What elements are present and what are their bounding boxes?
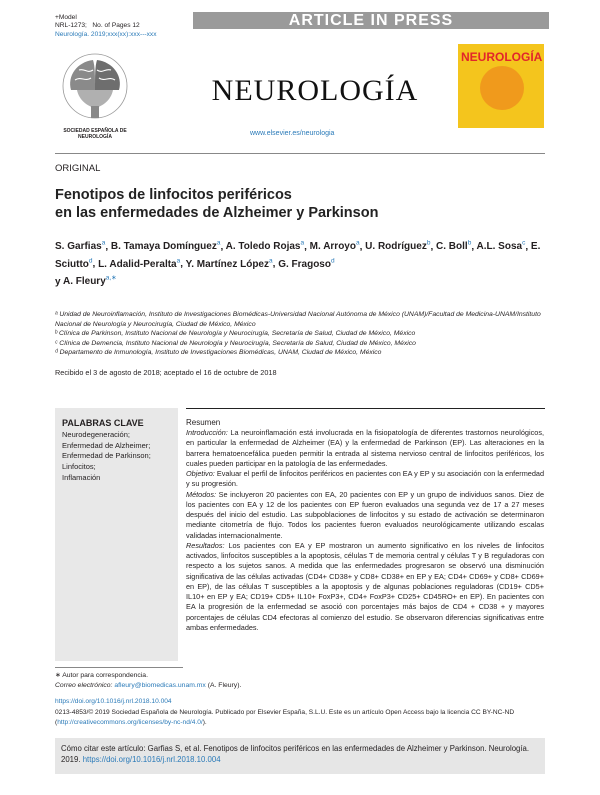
society-name: SOCIEDAD ESPAÑOLA DE NEUROLOGÍA [63,128,127,140]
header-meta [55,14,157,39]
author[interactable]: A. Fleury$^{a,∗}$ [62,274,117,287]
email-tail: (A. Fleury). [205,681,242,689]
objective-label: Objetivo: [186,469,215,478]
keywords-heading: PALABRAS CLAVE [62,418,144,428]
page-count: No. of Pages 12 [92,22,140,30]
keyword: Linfocitos; [62,462,96,472]
header-divider [55,153,545,154]
copyright-notice [55,708,545,727]
cover-footer-band [458,128,544,148]
author[interactable]: S. Garfias$^a$ [55,240,106,253]
author[interactable]: B. Tamaya Domínguez$^a$ [110,240,221,253]
author[interactable]: C. Boll$^b$ [436,240,472,253]
affiliations [55,310,545,358]
received-dates: Recibido el 3 de agosto de 2018; aceptado el 16 de octubre de 2018 [55,368,277,377]
copyright-text: 0213-4853/© 2019 Sociedad Española de Neurología. Publicado por Elsevier España, S.L.U. Este es un artículo Open Access bajo la licencia CC BY-NC-ND ( [55,709,515,726]
author[interactable]: A.L. Sosa$^c$ [476,240,526,253]
results-text: Los pacientes con EA y EP mostraron un aumento significativo en los niveles de linfocitos activados, linfocitos susceptibles a la apoptosis, células T de memoria central y células T y B reguladoras con respecto a los sujetos sanos. A medida que las enfermedades progresaron se observó una disminución significativa de las células activadas (CD4+ CD38+ y CD8+ CD38+ en EP y EA; CD4+ CD69+ y CD8+ CD69+ en EP), de las células T susceptibles a la apoptosis y de algunas poblaciones reguladoras (CD19+ CD5+ IL10+ en EP y EA; CD19+ CD5+ IL10+ FoxP3+, CD4+ FoxP3+ CD25+ CD45RO+ en EP). En pacientes con EA la progresión de la enfermedad se asoció con porcentajes más bajos de CD4 + CD38 + y mayores porcentajes de células CD4 efectoras al comienzo del estudio. Se observaron diferencias significativas entre ambas enfermedades. [186,540,544,632]
journal-cover-thumbnail [458,44,544,148]
affiliation: ᶜ Clínica de Demencia, Instituto Nacional de Neurología y Neurocirugía, Secretaría de Salud, Ciudad de México, México [55,339,416,347]
journal-title: NEUROLOGÍA [211,74,419,107]
affiliation: ᵇ Clínica de Parkinson, Instituto Nacional de Neurología y Neurocirugía, Secretaría de Salud, Ciudad de México, México [55,330,416,337]
journal-ref-tail: xxx(xx):xxx---xxx [107,30,157,38]
email-label: Correo electrónico: [55,681,115,689]
keyword: Inflamación [62,472,101,482]
author[interactable]: L. Adalid-Peralta$^a$ [98,257,181,270]
abstract-body [186,428,544,633]
keyword: Neurodegeneración; [62,430,130,439]
citation-doi-link[interactable]: https://doi.org/10.1016/j.nrl.2018.10.004 [82,755,221,764]
keyword: Enfermedad de Parkinson; [62,451,151,461]
abstract-divider [186,408,545,409]
author[interactable]: G. Fragoso$^d$ [278,257,335,270]
cover-title: NEUROLOGÍA [461,50,543,64]
keyword-list [62,430,174,484]
journal-ref[interactable]: Neurología. 2019; [55,30,108,38]
article-ref: NRL-1273; [55,22,87,30]
journal-url-link[interactable]: www.elsevier.es/neurologia [250,130,335,137]
copyright-tail: ). [202,718,207,726]
correspondence-footnote [55,671,355,690]
author[interactable]: M. Arroyo$^a$ [309,240,360,253]
intro-label: Introducción: [186,428,228,437]
keyword: Enfermedad de Alzheimer; [62,440,151,450]
author[interactable]: Y. Martínez López$^a$ [185,257,273,270]
results-label: Resultados: [186,540,225,550]
article-in-press-banner: ARTICLE IN PRESS [193,12,549,29]
methods-label: Métodos: [186,489,217,499]
model-label: +Model [55,14,77,21]
title-line-2: en las enfermedades de Alzheimer y Parkinson [55,205,379,221]
author-list: S. Garfias$^a$, B. Tamaya Domínguez$^a$, A. Toledo Rojas$^a$, M. Arroyo$^a$, U. Rodríguez$^b$, C. Boll$^b$, A.L. Sosa$^c$, E. Sciutto$^d$, L. Adalid-Peralta$^a$, Y. Martínez López$^a$, G. Fragoso$^d$ y A. Fleury$^{a,∗}$ [55,240,541,287]
doi-link[interactable]: https://doi.org/10.1016/j.nrl.2018.10.004 [55,698,172,705]
section-label: ORIGINAL [55,163,101,174]
corresponding-author-note: ∗ Autor para correspondencia. [55,672,148,679]
objective-text: Evaluar el perfil de linfocitos periféricos en pacientes con EA y EP y su asociación con la enfermedad y su progresión. [186,469,544,489]
article-title [55,186,545,222]
footnote-divider [55,667,183,668]
author[interactable]: A. Toledo Rojas$^a$ [225,240,305,253]
abstract-heading: Resumen [186,418,221,427]
methods-text: Se incluyeron 20 pacientes con EA, 20 pacientes con EP y un grupo de individuos sanos. Diez de los pacientes con EA y 12 de los pacientes con EP fueron evaluados una segunda vez de 17 a 27 meses después del inicio del estudio. Las subpoblaciones de linfocitos y su estado de activación se determinaron mediante citometría de flujo. Todos los pacientes fueron evaluados neurológicamente utilizando escalas validadas internacionalmente. [186,489,544,540]
intro-text: La neuroinflamación está involucrada en la fisiopatología de diferentes trastornos neurológicos, en particular la enfermedad de Alzheimer (EA) y la enfermedad de Parkinson (EP). Las alteraciones en la barrera hematoencefálica pueden permitir la entrada al sistema nervioso central de linfocitos periféricos, los cuales pueden participar en la patología de las enfermedades. [186,428,544,468]
affiliation: ᵈ Departamento de Inmunología, Instituto de Investigaciones Biomédicas, UNAM, Ciudad de México, México [55,349,382,356]
author[interactable]: U. Rodríguez$^b$ [365,240,431,253]
citation-body: Garfias S, et al. Fenotipos de linfocitos periféricos en las enfermedades de Alzheimer y Parkinson. Neurología. 2019. [61,744,530,764]
citation-label: Cómo citar este artículo: [61,744,146,753]
title-line-1: Fenotipos de linfocitos periféricos [55,187,292,203]
cover-graphic [480,66,524,110]
citation-text [61,743,541,765]
society-logo [55,46,135,136]
author[interactable]: E. Sciutto$^d$ [55,241,541,270]
email-link[interactable]: afleury@biomedicas.unam.mx [114,681,206,689]
license-link[interactable]: http://creativecommons.org/licenses/by-nc-nd/4.0/ [57,718,203,726]
affiliation: ᵃ Unidad de Neuroinflamación, Instituto de Investigaciones Biomédicas-Universidad Nacional Autónoma de México (UNAM)/Facultad de Medicina-UNAM/Instituto Nacional de Neurología y Neurocirugía, Ciudad de México, México [55,311,541,328]
